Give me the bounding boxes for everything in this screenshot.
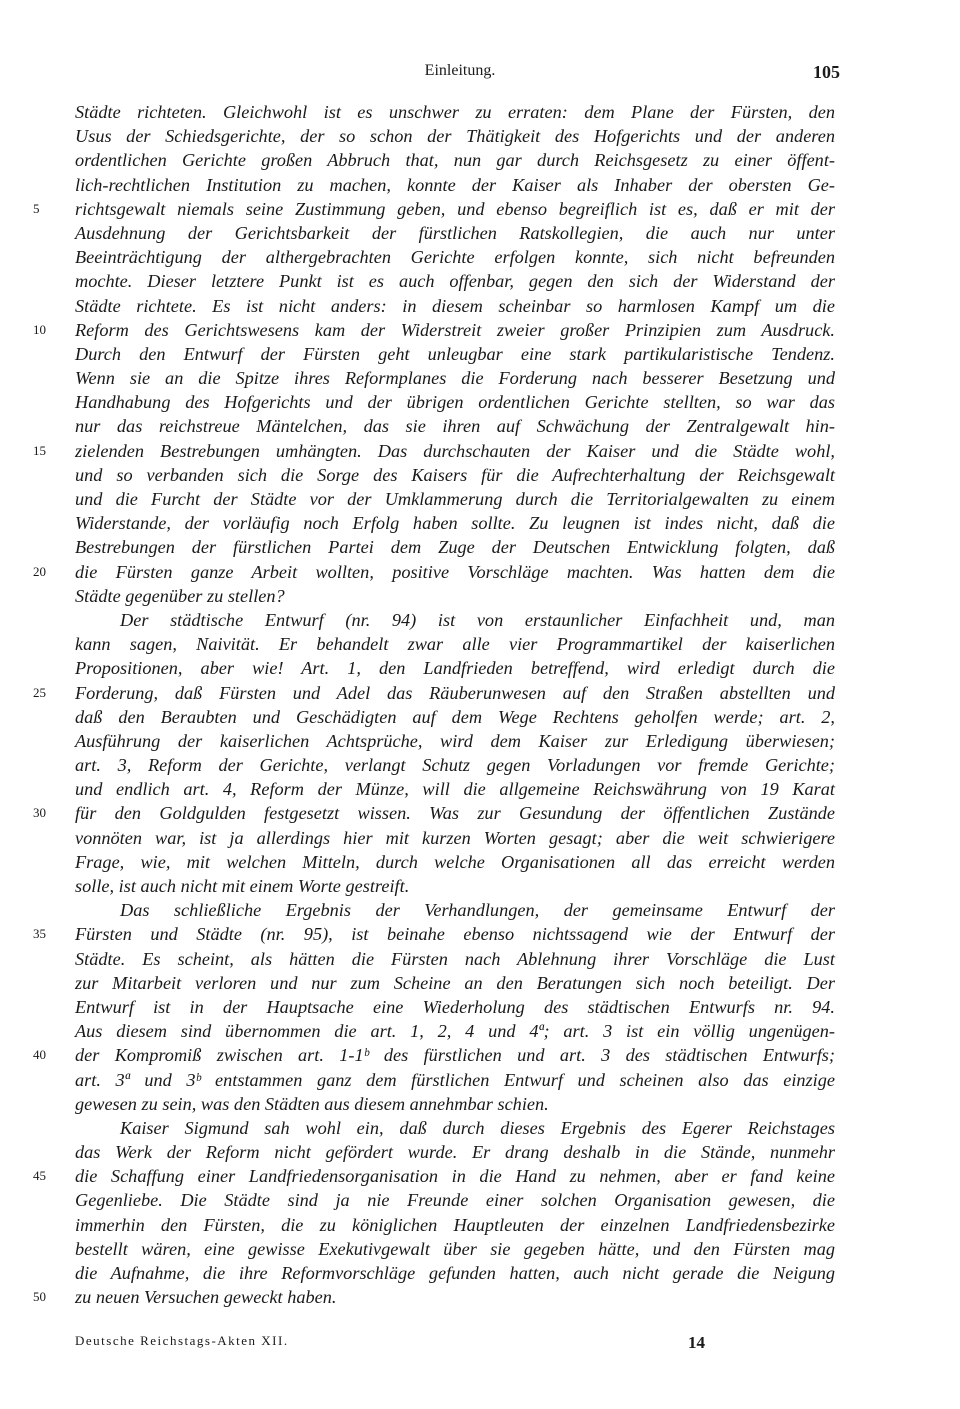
line-text: Forderung, daß Fürsten und Adel das Räuberunwesen auf den Straßen abstellten und <box>75 682 835 703</box>
page-footer <box>75 1333 765 1357</box>
line-number: 20 <box>33 563 46 579</box>
text-line <box>33 318 835 342</box>
line-text: Städte richtete. Es ist nicht anders: in diesem scheinbar so harmlosen Kampf um die <box>75 295 835 316</box>
line-text: daß den Beraubten und Geschädigten auf dem Wege Rechtens geholfen werde; art. 2, <box>75 706 835 727</box>
line-text: Widerstande, der vorläufig noch Erfolg haben sollte. Zu leugnen ist indes nicht, daß die <box>75 513 835 534</box>
line-number: 30 <box>33 805 46 821</box>
running-head: Einleitung. <box>424 62 496 79</box>
text-line <box>33 439 835 463</box>
line-text: die Schaffung einer Landfriedensorganisation in die Hand zu nehmen, aber er fand keine <box>75 1166 835 1187</box>
line-text: Kaiser Sigmund sah wohl ein, daß durch dieses Ergebnis des Egerer Reichstages <box>120 1117 835 1138</box>
text-line <box>75 826 835 850</box>
line-text: für den Goldgulden festgesetzt wissen. Was zur Gesundung der öffentlichen Zustände <box>75 803 835 824</box>
line-text: Entwurf ist in der Hauptsache eine Wiederholung des städtischen Entwurfs nr. 94. <box>75 996 835 1017</box>
page-header <box>0 62 960 86</box>
line-text: Bestrebungen der fürstlichen Partei dem Zuge der Deutschen Entwicklung folgten, daß <box>75 537 835 558</box>
line-text: und so verbanden sich die Sorge des Kaisers für die Aufrechterhaltung der Reichsgewalt <box>75 464 835 485</box>
page-number: 105 <box>813 62 840 82</box>
body-text <box>33 100 835 1309</box>
text-line <box>33 1164 835 1188</box>
text-line <box>75 1188 835 1212</box>
line-text: Städte richteten. Gleichwohl ist es unschwer zu erraten: dem Plane der Fürsten, den <box>75 102 835 122</box>
line-text: immerhin den Fürsten, die zu königlichen Hauptleuten der einzelnen Landfriedensbezirke <box>75 1214 835 1235</box>
line-text: bestellt wären, eine gewisse Exekutivgewalt über sie gegeben hätte, und den Fürsten mag <box>75 1238 835 1259</box>
text-line <box>75 269 835 293</box>
line-text: solle, ist auch nicht mit einem Worte gestreift. <box>75 876 410 896</box>
text-line <box>75 1213 835 1237</box>
line-text: vonnöten war, ist ja allerdings hier mit kurzen Worten gesagt; aber die weit schwierigere <box>75 827 835 848</box>
text-line <box>75 584 835 608</box>
text-line <box>75 1019 835 1043</box>
line-text: nur das reichstreue Mäntelchen, das sie ihren auf Schwächung der Zentralgewalt hin- <box>75 416 835 437</box>
text-line <box>75 632 835 656</box>
line-number: 5 <box>33 200 40 216</box>
text-line <box>75 511 835 535</box>
text-line <box>75 390 835 414</box>
line-number: 35 <box>33 926 46 942</box>
text-line <box>75 1237 835 1261</box>
line-text: der Kompromiß zwischen art. 1-1ᵇ des fürstlichen und art. 3 des städtischen Entwurfs; <box>75 1045 835 1066</box>
text-line <box>75 608 835 632</box>
line-text: Ausführung der kaiserlichen Achtsprüche, wird dem Kaiser zur Erledigung überwiesen; <box>75 730 835 751</box>
line-number: 25 <box>33 684 46 700</box>
text-line <box>75 487 835 511</box>
text-line <box>75 971 835 995</box>
line-text: Reform des Gerichtswesens kam der Widerstreit zweier großer Prinzipien zum Ausdruck. <box>75 319 835 340</box>
line-text: und die Furcht der Städte vor der Umklammerung durch die Territorialgewalten zu einem <box>75 489 835 509</box>
text-line <box>75 366 835 390</box>
text-line <box>75 1140 835 1164</box>
line-text: Durch den Entwurf der Fürsten geht unleugbar eine stark partikularistische Tendenz. <box>75 343 835 364</box>
text-line <box>75 656 835 680</box>
line-text: richtsgewalt niemals seine Zustimmung geben, und ebenso begreiflich ist es, daß er mit der <box>75 198 835 219</box>
line-text: gewesen zu sein, was den Städten aus diesem annehmbar schien. <box>75 1093 549 1114</box>
text-line <box>75 729 835 753</box>
text-line <box>75 947 835 971</box>
text-line <box>75 705 835 729</box>
line-text: das Werk der Reform nicht gefördert wurde. Er drang deshalb in die Stände, nunmehr <box>75 1142 835 1163</box>
text-line <box>75 100 835 124</box>
text-line <box>75 777 835 801</box>
line-text: zielenden Bestrebungen umhängten. Das durchschauten der Kaiser und die Städte wohl, <box>75 440 835 461</box>
text-line <box>75 995 835 1019</box>
text-line <box>33 1285 835 1309</box>
text-line <box>75 874 835 898</box>
text-line <box>75 124 835 148</box>
line-text: lich-rechtlichen Institution zu machen, konnte der Kaiser als Inhaber der obersten Ge- <box>75 174 835 195</box>
line-text: mochte. Dieser letztere Punkt ist es auch offenbar, gegen den sich der Widerstand der <box>75 271 835 292</box>
line-text: zur Mitarbeit verloren und nur zum Scheine an den Beratungen sich noch beteiligt. Der <box>75 972 835 993</box>
line-text: Der städtische Entwurf (nr. 94) ist von erstaunlicher Einfachheit und, man <box>120 609 835 630</box>
text-line <box>75 148 835 172</box>
line-number: 40 <box>33 1047 46 1063</box>
line-text: Städte. Es scheint, als hätten die Fürsten nach Ablehnung ihrer Vorschläge die Lust <box>75 948 835 969</box>
line-text: Handhabung des Hofgerichts und der übrigen ordentlichen Gerichte stellten, so war das <box>75 392 835 413</box>
line-text: Wenn sie an die Spitze ihres Reformplanes die Forderung nach besserer Besetzung und <box>75 368 835 389</box>
text-line <box>33 197 835 221</box>
text-line <box>75 850 835 874</box>
line-text: und endlich art. 4, Reform der Münze, will die allgemeine Reichswährung von 19 Karat <box>75 779 835 800</box>
text-line <box>75 898 835 922</box>
text-line <box>75 342 835 366</box>
text-line <box>33 560 835 584</box>
text-line <box>75 1261 835 1285</box>
footer-title: Deutsche Reichstags-Akten XII. <box>75 1333 289 1348</box>
line-text: die Fürsten ganze Arbeit wollten, positive Vorschläge machten. Was hatten dem die <box>75 561 835 582</box>
text-line <box>75 414 835 438</box>
line-text: Beeinträchtigung der althergebrachten Gerichte erfolgen konnte, sich nicht befreunden <box>75 247 835 268</box>
text-line <box>75 245 835 269</box>
line-text: die Aufnahme, die ihre Reformvorschläge gefunden hatten, auch nicht gerade die Neigung <box>75 1263 835 1283</box>
line-number: 45 <box>33 1168 46 1184</box>
signature-mark: 14 <box>688 1333 705 1352</box>
text-line <box>33 922 835 946</box>
text-line <box>75 1068 835 1092</box>
line-text: Fürsten und Städte (nr. 95), ist beinahe ebenso nichtssagend wie der Entwurf der <box>75 924 835 945</box>
text-line <box>75 463 835 487</box>
line-text: Aus diesem sind übernommen die art. 1, 2, 4 und 4ª; art. 3 ist ein völlig ungenügen- <box>75 1021 835 1042</box>
line-number: 50 <box>33 1289 46 1305</box>
line-text: Usus der Schiedsgerichte, der so schon der Thätigkeit des Hofgerichts und der anderen <box>75 126 835 147</box>
line-number: 10 <box>33 321 46 337</box>
text-line <box>75 535 835 559</box>
line-text: art. 3, Reform der Gerichte, verlangt Schutz gegen Vorladungen vor fremde Gerichte; <box>75 755 835 776</box>
line-text: Städte gegenüber zu stellen? <box>75 585 285 606</box>
text-line <box>75 294 835 318</box>
text-line <box>75 1092 835 1116</box>
line-text: Gegenliebe. Die Städte sind ja nie Freunde einer solchen Organisation gewesen, die <box>75 1190 835 1211</box>
line-text: kann sagen, Naivität. Er behandelt zwar alle vier Programmartikel der kaiserlichen <box>75 634 835 655</box>
line-text: zu neuen Versuchen geweckt haben. <box>75 1287 337 1308</box>
line-text: Das schließliche Ergebnis der Verhandlungen, der gemeinsame Entwurf der <box>120 900 835 921</box>
line-text: Ausdehnung der Gerichtsbarkeit der fürstlichen Ratskollegien, die auch nur unter <box>75 222 835 243</box>
line-number: 15 <box>33 442 46 458</box>
text-line <box>75 173 835 197</box>
text-line <box>33 1043 835 1067</box>
line-text: ordentlichen Gerichte großen Abbruch that, nun gar durch Reichsgesetz zu einer öffent- <box>75 150 835 171</box>
text-line <box>75 1116 835 1140</box>
text-line <box>33 801 835 825</box>
text-line <box>75 221 835 245</box>
line-text: Frage, wie, mit welchen Mitteln, durch welche Organisationen all das erreicht werden <box>75 851 835 872</box>
line-text: art. 3ª und 3ᵇ entstammen ganz dem fürstlichen Entwurf und scheinen also das einzige <box>75 1069 835 1090</box>
line-text: Propositionen, aber wie! Art. 1, den Landfrieden betreffend, wird erledigt durch die <box>75 658 835 679</box>
text-line <box>33 681 835 705</box>
text-line <box>75 753 835 777</box>
